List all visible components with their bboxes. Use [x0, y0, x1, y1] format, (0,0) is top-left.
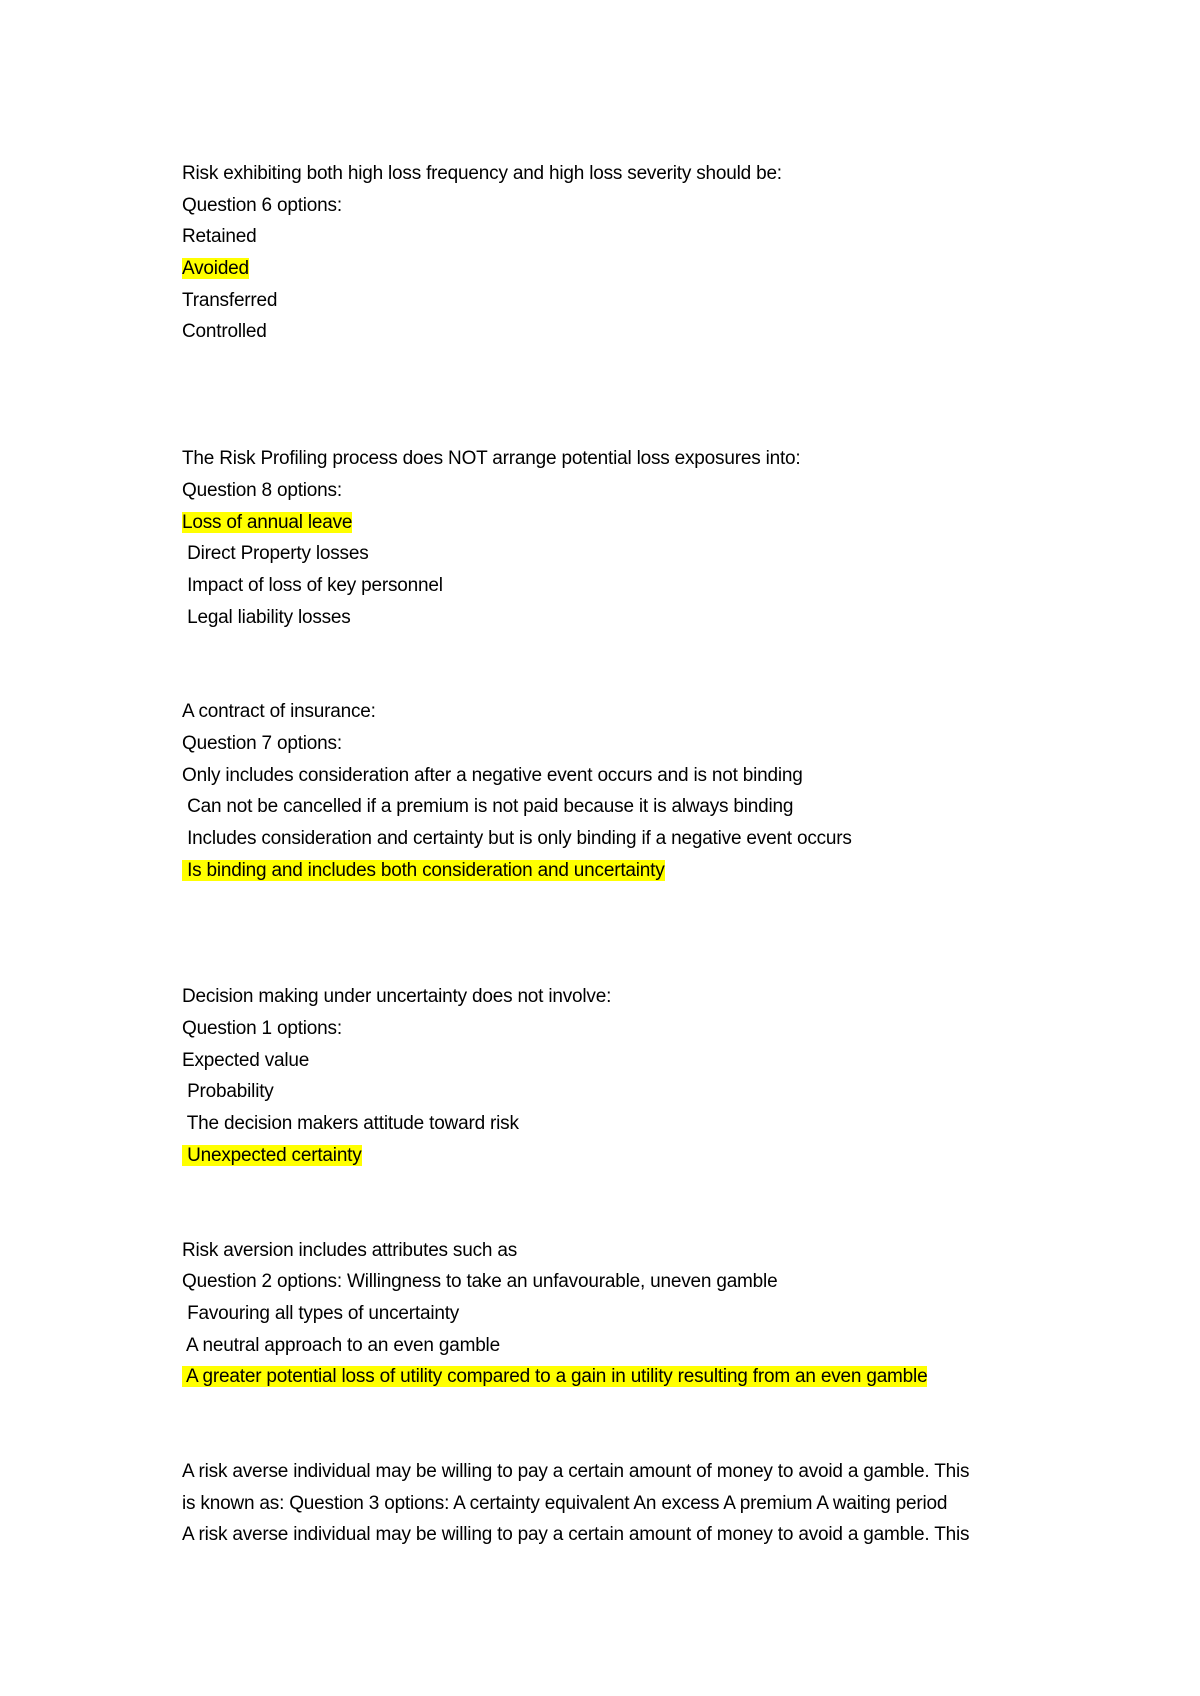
option-item	[182, 1330, 1062, 1362]
spacer	[182, 1393, 1062, 1456]
option-text: Only includes consideration after a negative event occurs and is not binding	[182, 764, 803, 786]
highlighted-answer: Is binding and includes both consideration and uncertainty	[182, 859, 665, 881]
highlighted-answer: A greater potential loss of utility compared to a gain in utility resulting from an even gamble	[182, 1366, 928, 1388]
option-text: Transferred	[182, 289, 278, 311]
option-text: Impact of loss of key personnel	[182, 574, 443, 596]
option-text: Can not be cancelled if a premium is not paid because it is always binding	[182, 796, 794, 818]
option-item	[182, 1076, 1062, 1108]
question-block-7	[182, 696, 1062, 886]
option-item	[182, 538, 1062, 570]
paragraph-line: is known as: Question 3 options: A certainty equivalent An excess A premium A waiting period	[182, 1492, 948, 1514]
question-prompt: Risk exhibiting both high loss frequency and high loss severity should be:	[182, 163, 782, 184]
option-item	[182, 1045, 1062, 1077]
spacer	[182, 886, 1062, 981]
option-item	[182, 570, 1062, 602]
option-item-highlighted	[182, 1140, 1062, 1172]
option-item	[182, 791, 1062, 823]
option-text: The decision makers attitude toward risk	[182, 1113, 519, 1135]
options-label: Question 1 options:	[182, 1018, 342, 1040]
options-label: Question 6 options:	[182, 194, 342, 216]
question-block-3	[182, 1456, 1062, 1551]
option-text: Probability	[182, 1081, 274, 1103]
option-item	[182, 602, 1062, 634]
option-item	[182, 285, 1062, 317]
option-text: Expected value	[182, 1049, 310, 1071]
document-body	[182, 158, 1062, 1551]
option-item-highlighted	[182, 855, 1062, 887]
question-block-2	[182, 1235, 1062, 1393]
spacer	[182, 1172, 1062, 1235]
highlighted-answer: Loss of annual leave	[182, 511, 353, 533]
highlighted-answer: Unexpected certainty	[182, 1144, 362, 1166]
spacer	[182, 348, 1062, 443]
option-item-highlighted	[182, 1361, 1062, 1393]
option-text: Direct Property losses	[182, 543, 369, 565]
question-prompt: The Risk Profiling process does NOT arrange potential loss exposures into:	[182, 448, 801, 470]
question-block-8	[182, 443, 1062, 633]
options-label: Question 8 options:	[182, 479, 342, 501]
option-item	[182, 823, 1062, 855]
option-text: Favouring all types of uncertainty	[182, 1302, 460, 1324]
options-label: Question 2 options: Willingness to take an unfavourable, uneven gamble	[182, 1271, 778, 1293]
paragraph-line: A risk averse individual may be willing to pay a certain amount of money to avoid a gamble. This	[182, 1460, 970, 1482]
option-item	[182, 221, 1062, 253]
option-item	[182, 1298, 1062, 1330]
option-item	[182, 1108, 1062, 1140]
paragraph-line: A risk averse individual may be willing to pay a certain amount of money to avoid a gamble. This	[182, 1524, 970, 1546]
option-text: Includes consideration and certainty but is only binding if a negative event occurs	[182, 828, 852, 849]
highlighted-answer: Avoided	[182, 258, 249, 280]
question-block-1	[182, 981, 1062, 1171]
option-text: Controlled	[182, 321, 267, 343]
question-prompt: A contract of insurance:	[182, 701, 376, 723]
option-text: Retained	[182, 226, 257, 248]
question-prompt: Decision making under uncertainty does not involve:	[182, 986, 612, 1008]
option-item-highlighted	[182, 507, 1062, 539]
option-item	[182, 760, 1062, 792]
spacer	[182, 633, 1062, 696]
option-item	[182, 316, 1062, 348]
question-block-6	[182, 158, 1062, 348]
option-text: A neutral approach to an even gamble	[182, 1334, 500, 1356]
option-text: Legal liability losses	[182, 606, 351, 628]
options-label: Question 7 options:	[182, 732, 342, 754]
option-item-highlighted	[182, 253, 1062, 285]
question-prompt: Risk aversion includes attributes such as	[182, 1239, 518, 1261]
